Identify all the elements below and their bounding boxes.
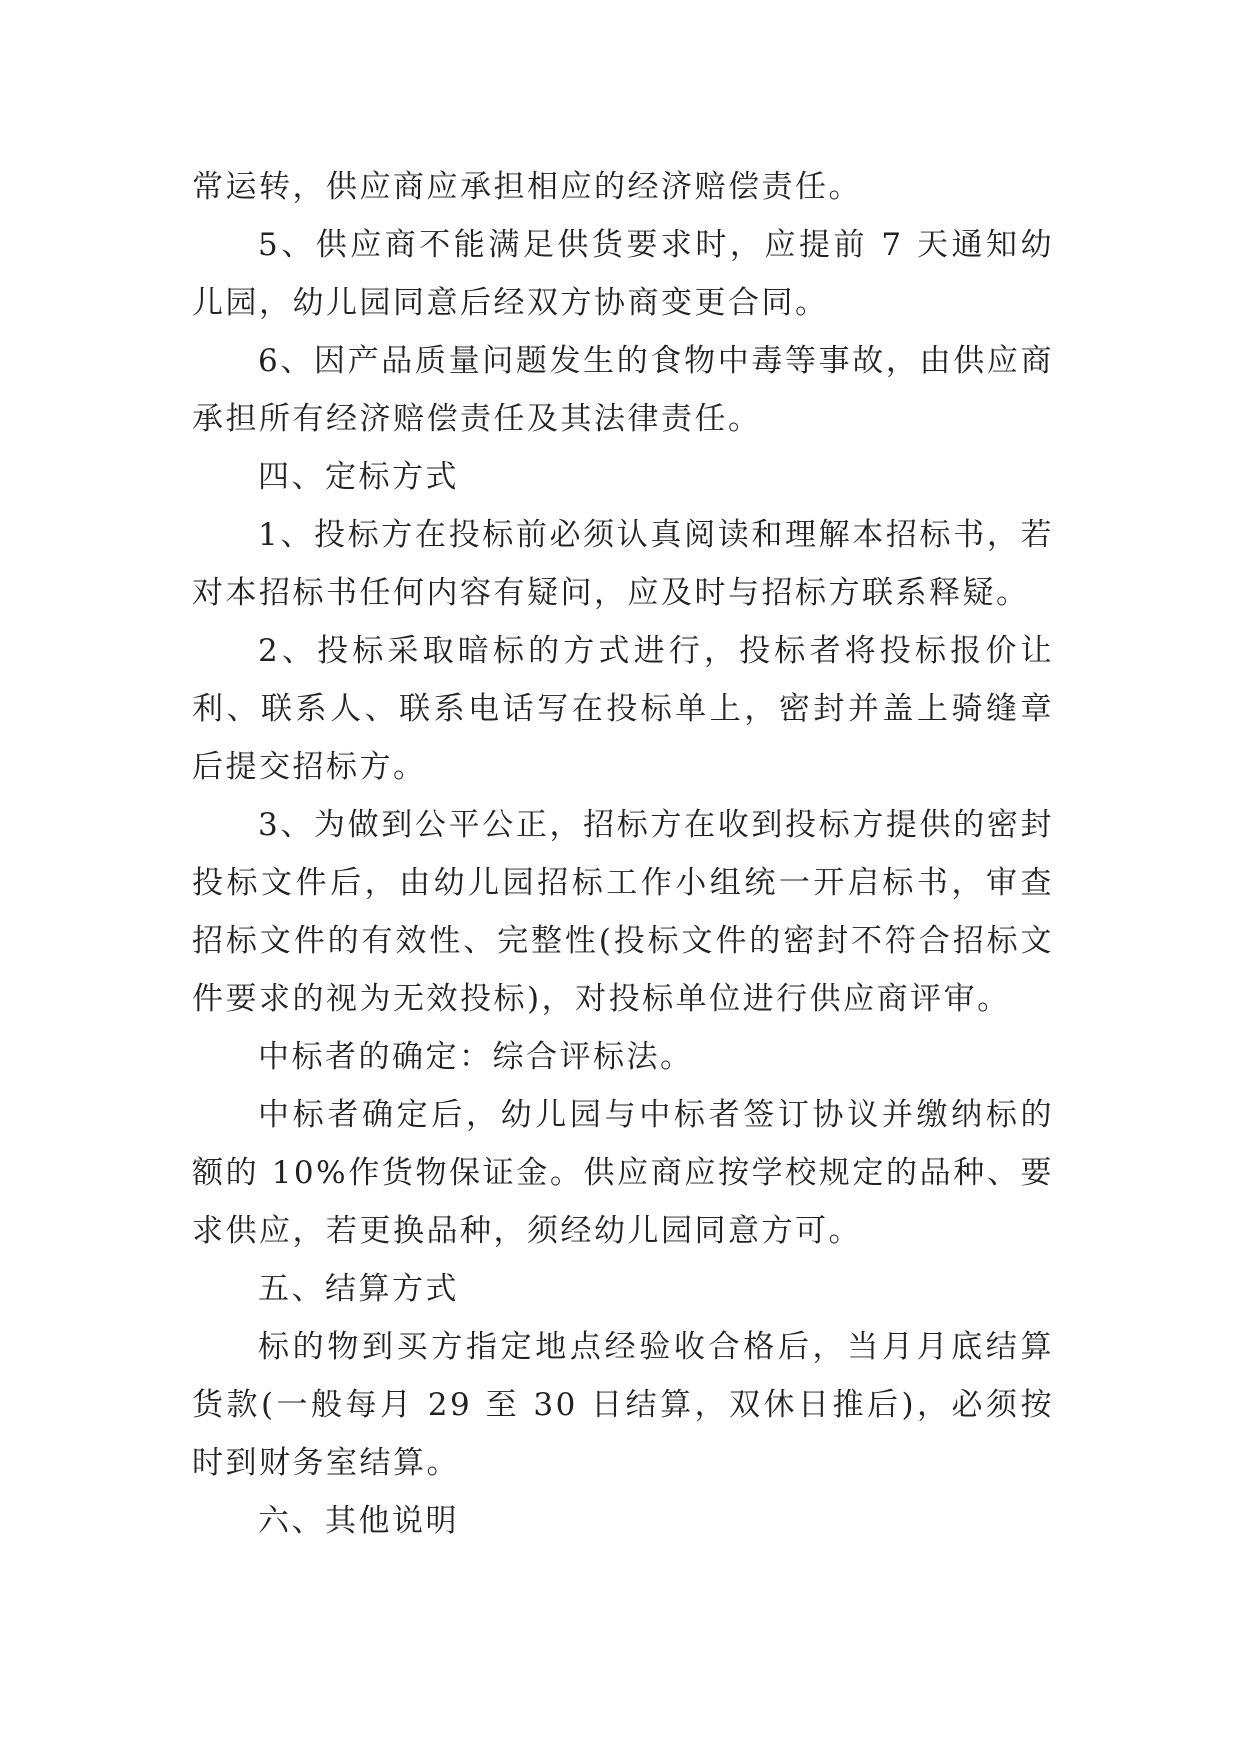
paragraph-continuation: 常运转，供应商应承担相应的经济赔偿责任。 (192, 169, 862, 205)
paragraph-winner-agreement: 中标者确定后，幼儿园与中标者签订协议并缴纳标的额的 10%作货物保证金。供应商应按学校规定的品种、要求供应，若更换品种，须经幼儿园同意方可。 (192, 1097, 1054, 1249)
section-heading-6: 六、其他说明 (258, 1503, 459, 1539)
document-body (192, 158, 1054, 1550)
paragraph-winner-method: 中标者的确定：综合评标法。 (258, 1039, 694, 1075)
paragraph-bid-2: 2、投标采取暗标的方式进行，投标者将投标报价让利、联系人、联系电话写在投标单上，密封并盖上骑缝章后提交招标方。 (192, 633, 1054, 785)
paragraph-bid-1: 1、投标方在投标前必须认真阅读和理解本招标书，若对本招标书任何内容有疑问，应及时与招标方联系释疑。 (192, 517, 1054, 611)
paragraph-item-5: 5、供应商不能满足供货要求时，应提前 7 天通知幼儿园，幼儿园同意后经双方协商变更合同。 (192, 227, 1054, 321)
section-heading-5: 五、结算方式 (258, 1271, 459, 1307)
paragraph-item-6: 6、因产品质量问题发生的食物中毒等事故，由供应商承担所有经济赔偿责任及其法律责任。 (192, 343, 1054, 437)
section-heading-4: 四、定标方式 (258, 459, 459, 495)
paragraph-bid-3: 3、为做到公平公正，招标方在收到投标方提供的密封投标文件后，由幼儿园招标工作小组统一开启标书，审查招标文件的有效性、完整性(投标文件的密封不符合招标文件要求的视为无效投标)，对投标单位进行供应商评审。 (192, 807, 1054, 1017)
paragraph-settlement: 标的物到买方指定地点经验收合格后，当月月底结算货款(一般每月 29 至 30 日结算，双休日推后)，必须按时到财务室结算。 (192, 1329, 1054, 1481)
